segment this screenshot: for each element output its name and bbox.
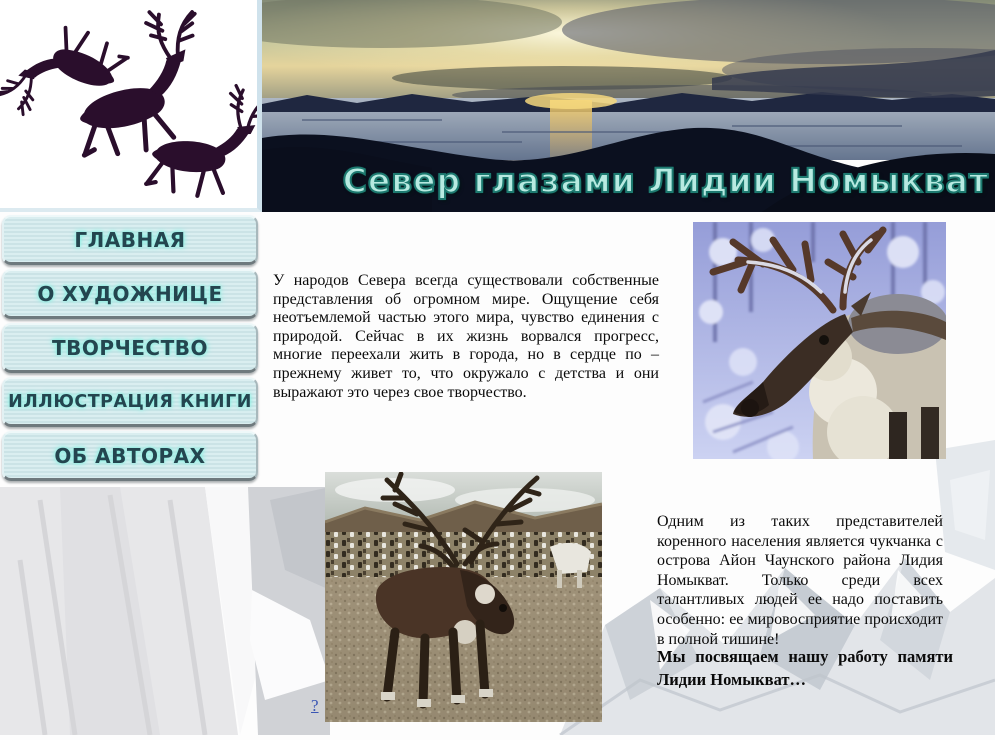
- broken-image-link[interactable]: ?: [311, 696, 319, 715]
- dedication-paragraph: Мы посвящаем нашу работу памяти Лидии Номыкват…: [657, 647, 953, 689]
- site-title: Север глазами Лидии Номыкват: [342, 161, 989, 200]
- nav-button-about-artist[interactable]: О ХУДОЖНИЦЕ: [2, 269, 258, 319]
- about-artist-paragraph: Одним из таких представителей коренного населения является чукчанка с острова Айон Чаунского района Лидия Номыкват. Только среди всех талантливых людей ее надо поставить особенно: ее мировосприятие происходит в полной тишине!: [657, 513, 943, 648]
- photo-reindeer-herd: [325, 472, 602, 722]
- nav-button-home[interactable]: ГЛАВНАЯ: [2, 215, 258, 265]
- winter-reindeer-illustration: [693, 222, 946, 459]
- photo-reindeer-winter-forest: [693, 222, 946, 459]
- nav-button-book-illustrations[interactable]: ИЛЛЮСТРАЦИЯ КНИГИ: [2, 377, 258, 427]
- reindeer-herd-illustration: [325, 472, 602, 722]
- main-navigation: [2, 215, 258, 485]
- header-banner: [262, 0, 995, 212]
- nav-button-about-authors[interactable]: ОБ АВТОРАХ: [2, 431, 258, 481]
- site-logo: [0, 0, 262, 212]
- nav-button-artworks[interactable]: ТВОРЧЕСТВО: [2, 323, 258, 373]
- reindeer-petroglyph-icon: [0, 0, 257, 208]
- intro-paragraph: У народов Севера всегда существовали собственные представления об огромном мире. Ощущение себя неотъемлемой частью этого мира, чувство единения с природой. Сейчас в их жизнь ворвался прогресс, многие переехали жить в города, но в сердце по – прежнему живет то, что окружало с детства и они выражают это через свое творчество.: [273, 272, 659, 401]
